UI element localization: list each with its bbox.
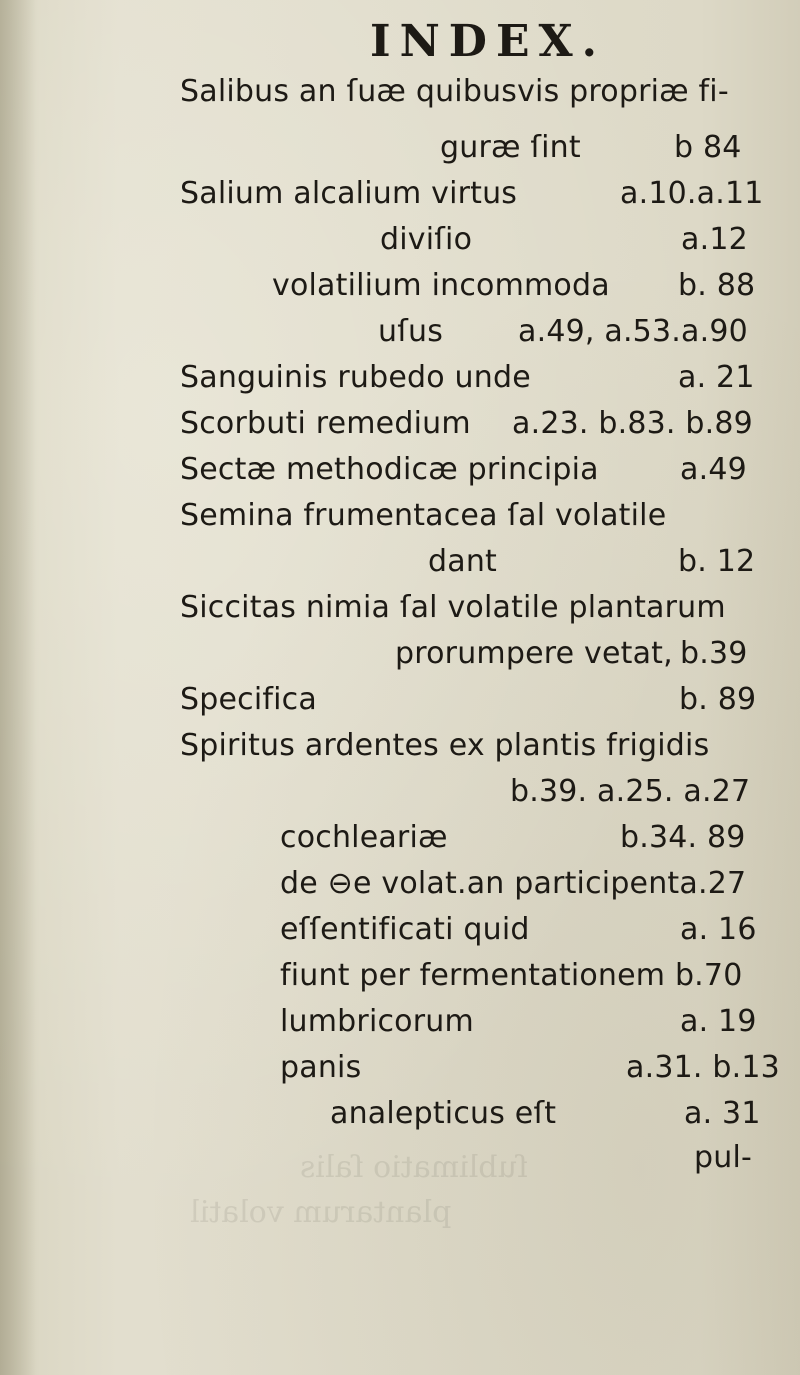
entry-text: dant [428,544,498,579]
entry-text: prorumpere vetat, [395,636,673,671]
entry-text: fiunt per fermentationem b.70 [280,958,743,993]
page-reference: b. 89 [679,682,757,717]
page-reference: b. 12 [678,544,756,579]
entry-text: Specifica [180,682,317,717]
page-reference: a. 16 [680,912,757,947]
show-through-text: ſublimatio ſalis [300,1150,528,1185]
page-reference: b 84 [674,130,742,165]
page-reference: a.10.a.11 [620,176,764,211]
page-reference: a. 31 [684,1096,761,1131]
page-reference: b.39 [680,636,748,671]
entry-text: volatilium incommoda [272,268,610,303]
entry-text: uſus [378,314,444,349]
page-reference: a.12 [681,222,748,257]
page-reference: a.23. b.83. b.89 [512,406,753,441]
page-title: INDEX. [370,16,606,67]
entry-text: eſſentificati quid [280,912,530,947]
entry-text: Scorbuti remedium [180,406,471,441]
page-reference: b.39. a.25. a.27 [510,774,751,809]
entry-text: Sectæ methodicæ principia [180,452,599,487]
entry-text: Siccitas nimia ſal volatile plantarum [180,590,726,625]
entry-text: Salibus an ſuæ quibusvis propriæ fi- [180,74,729,109]
show-through-text: plantarum volatil [190,1195,452,1230]
entry-text: panis [280,1050,362,1085]
page-reference: a. 19 [680,1004,757,1039]
entry-text: lumbricorum [280,1004,474,1039]
page-reference: b.34. 89 [620,820,746,855]
page-reference: a.49, a.53.a.90 [518,314,748,349]
entry-text: diviſio [380,222,473,257]
page-gutter-shadow [0,0,36,1375]
entry-text: de ⊖e volat.an participenta.27 [280,866,747,901]
entry-text: Spiritus ardentes ex plantis frigidis [180,728,710,763]
entry-text: guræ ſint [440,130,581,165]
page-reference: a.31. b.13 [626,1050,780,1085]
entry-text: Semina frumentacea ſal volatile [180,498,667,533]
page-reference: a. 21 [678,360,755,395]
page-reference: b. 88 [678,268,756,303]
entry-text: Salium alcalium virtus [180,176,518,211]
entry-text: analepticus eſt [330,1096,557,1131]
entry-text: cochleariæ [280,820,448,855]
page-reference: a.49 [680,452,747,487]
catchword: pul- [694,1140,753,1175]
entry-text: Sanguinis rubedo unde [180,360,531,395]
